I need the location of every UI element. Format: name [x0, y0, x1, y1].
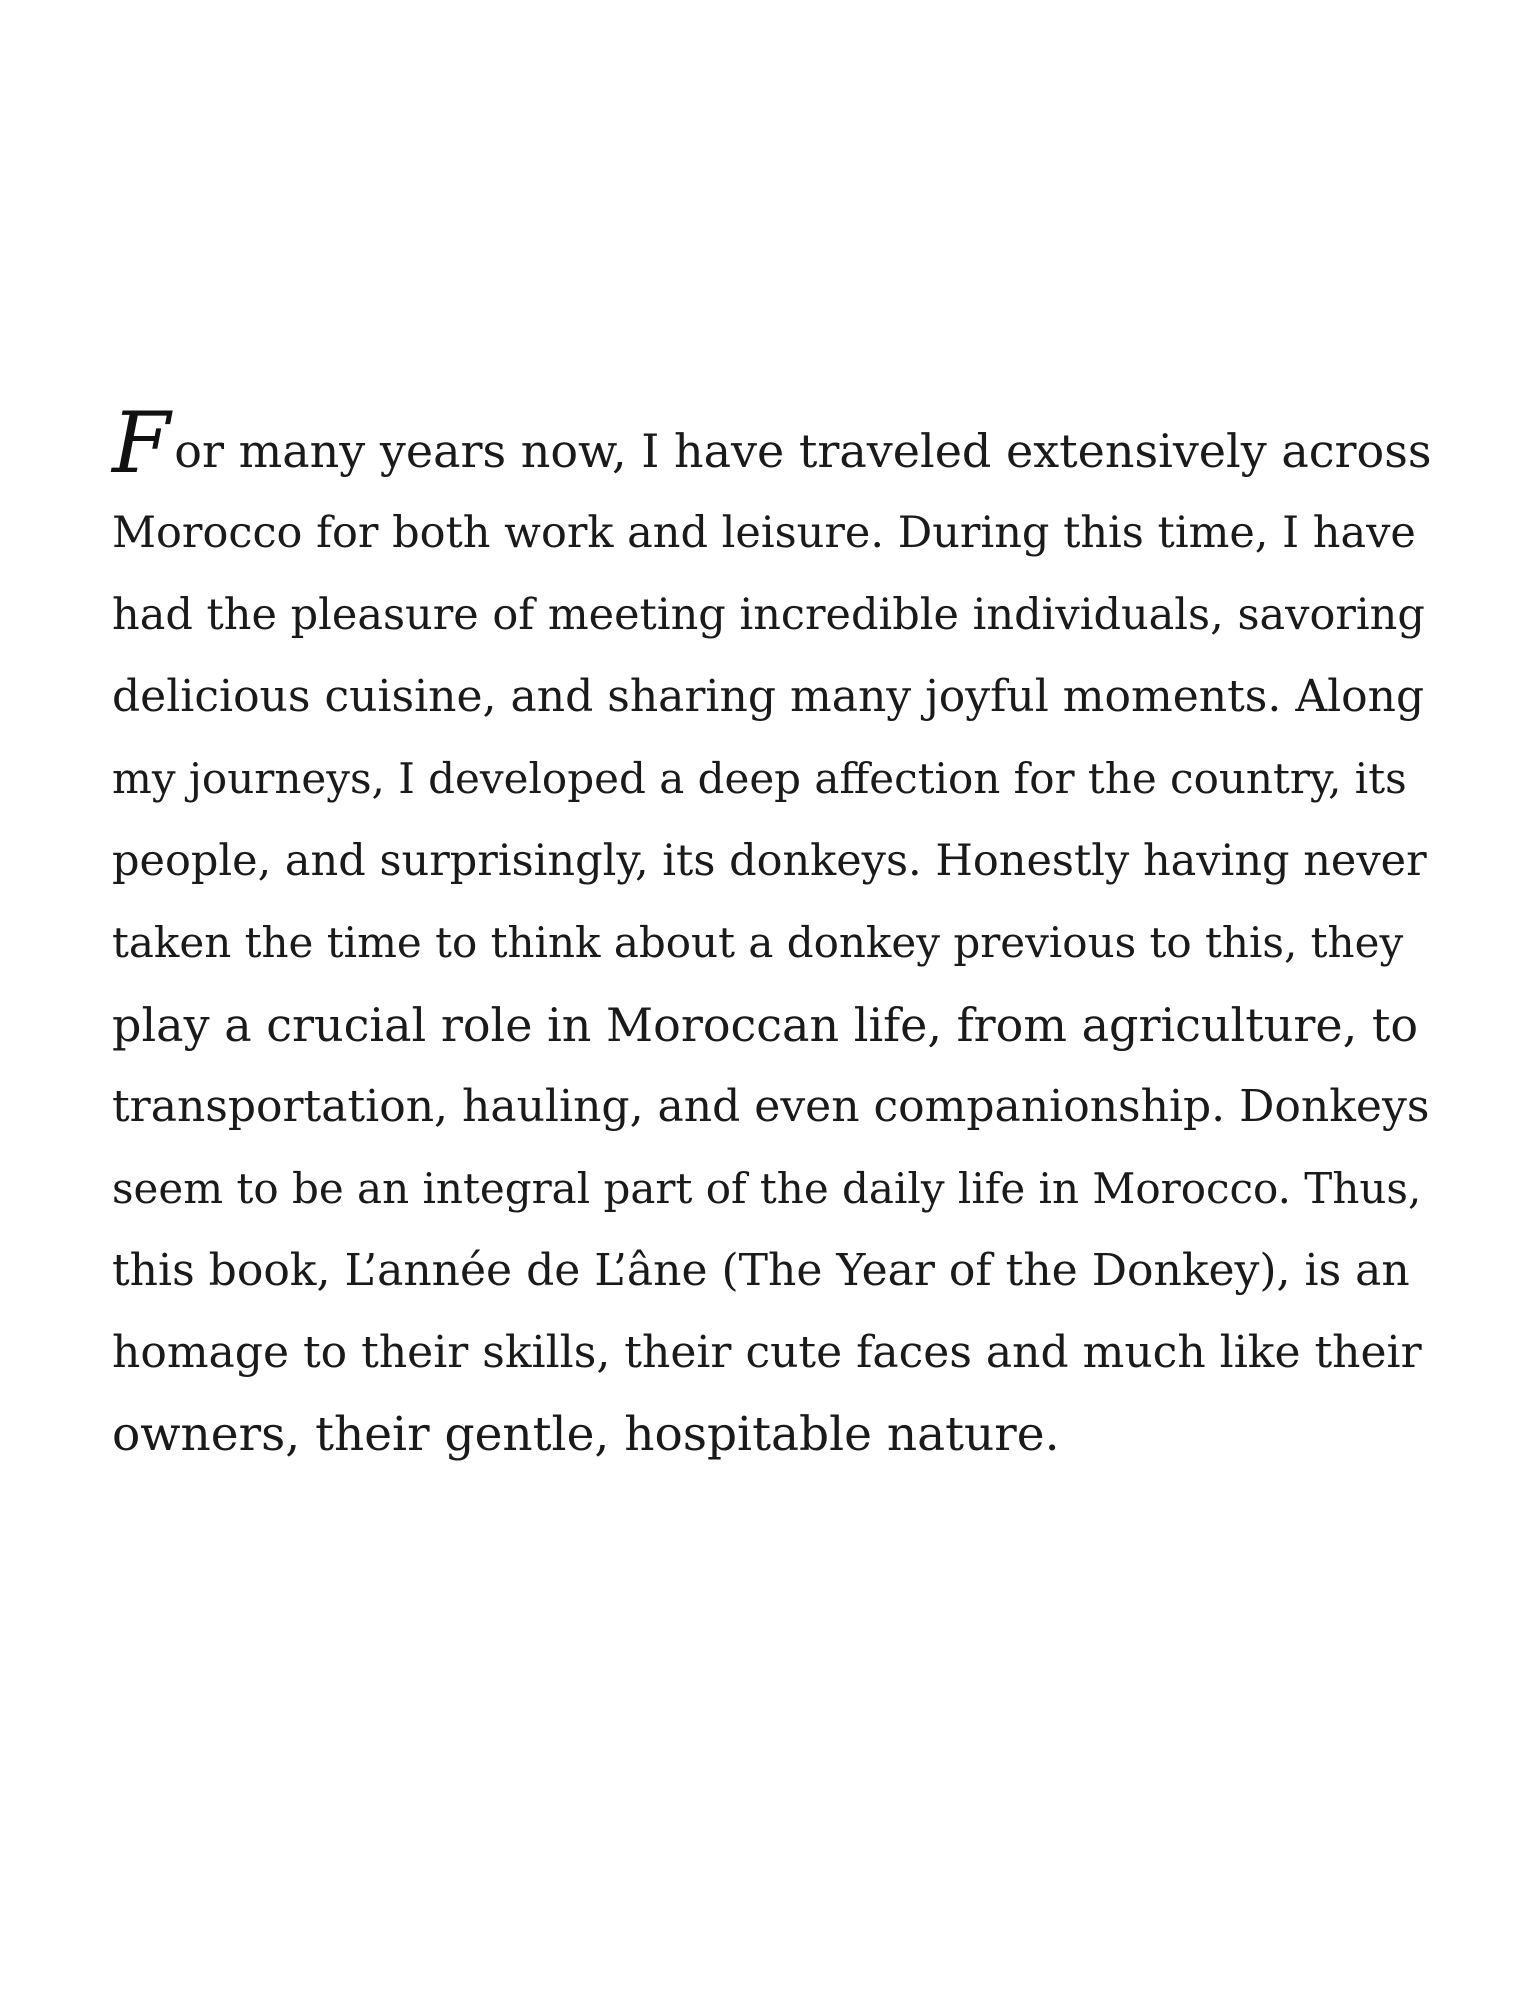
- paragraph-line-1: [112, 394, 1432, 492]
- paragraph-line-13: owners, their gentle, hospitable nature.: [112, 1407, 1060, 1462]
- paragraph-line-8: play a crucial role in Moroccan life, from agriculture, to: [112, 998, 1419, 1052]
- paragraph-line-6: people, and surprisingly, its donkeys. Honestly having never: [112, 836, 1427, 886]
- paragraph-line-10: seem to be an integral part of the daily life in Morocco. Thus,: [112, 1164, 1422, 1213]
- paragraph-line-7: taken the time to think about a donkey previous to this, they: [112, 918, 1404, 967]
- paragraph-line-5: my journeys, I developed a deep affection for the country, its: [112, 754, 1407, 803]
- paragraph-line-12: homage to their skills, their cute faces and much like their: [112, 1327, 1422, 1378]
- paragraph-line-3: had the pleasure of meeting incredible individuals, savoring: [112, 590, 1425, 640]
- paragraph-line-9: transportation, hauling, and even companionship. Donkeys: [112, 1081, 1430, 1132]
- paragraph-line-2: Morocco for both work and leisure. During this time, I have: [112, 508, 1416, 558]
- line-text: or many years now, I have traveled extensively across: [174, 424, 1432, 478]
- drop-cap: F: [112, 394, 171, 492]
- paragraph-line-11: this book, L’année de L’âne (The Year of the Donkey), is an: [112, 1245, 1410, 1296]
- body-paragraph: [112, 394, 1432, 1476]
- paragraph-line-4: delicious cuisine, and sharing many joyful moments. Along: [112, 671, 1425, 722]
